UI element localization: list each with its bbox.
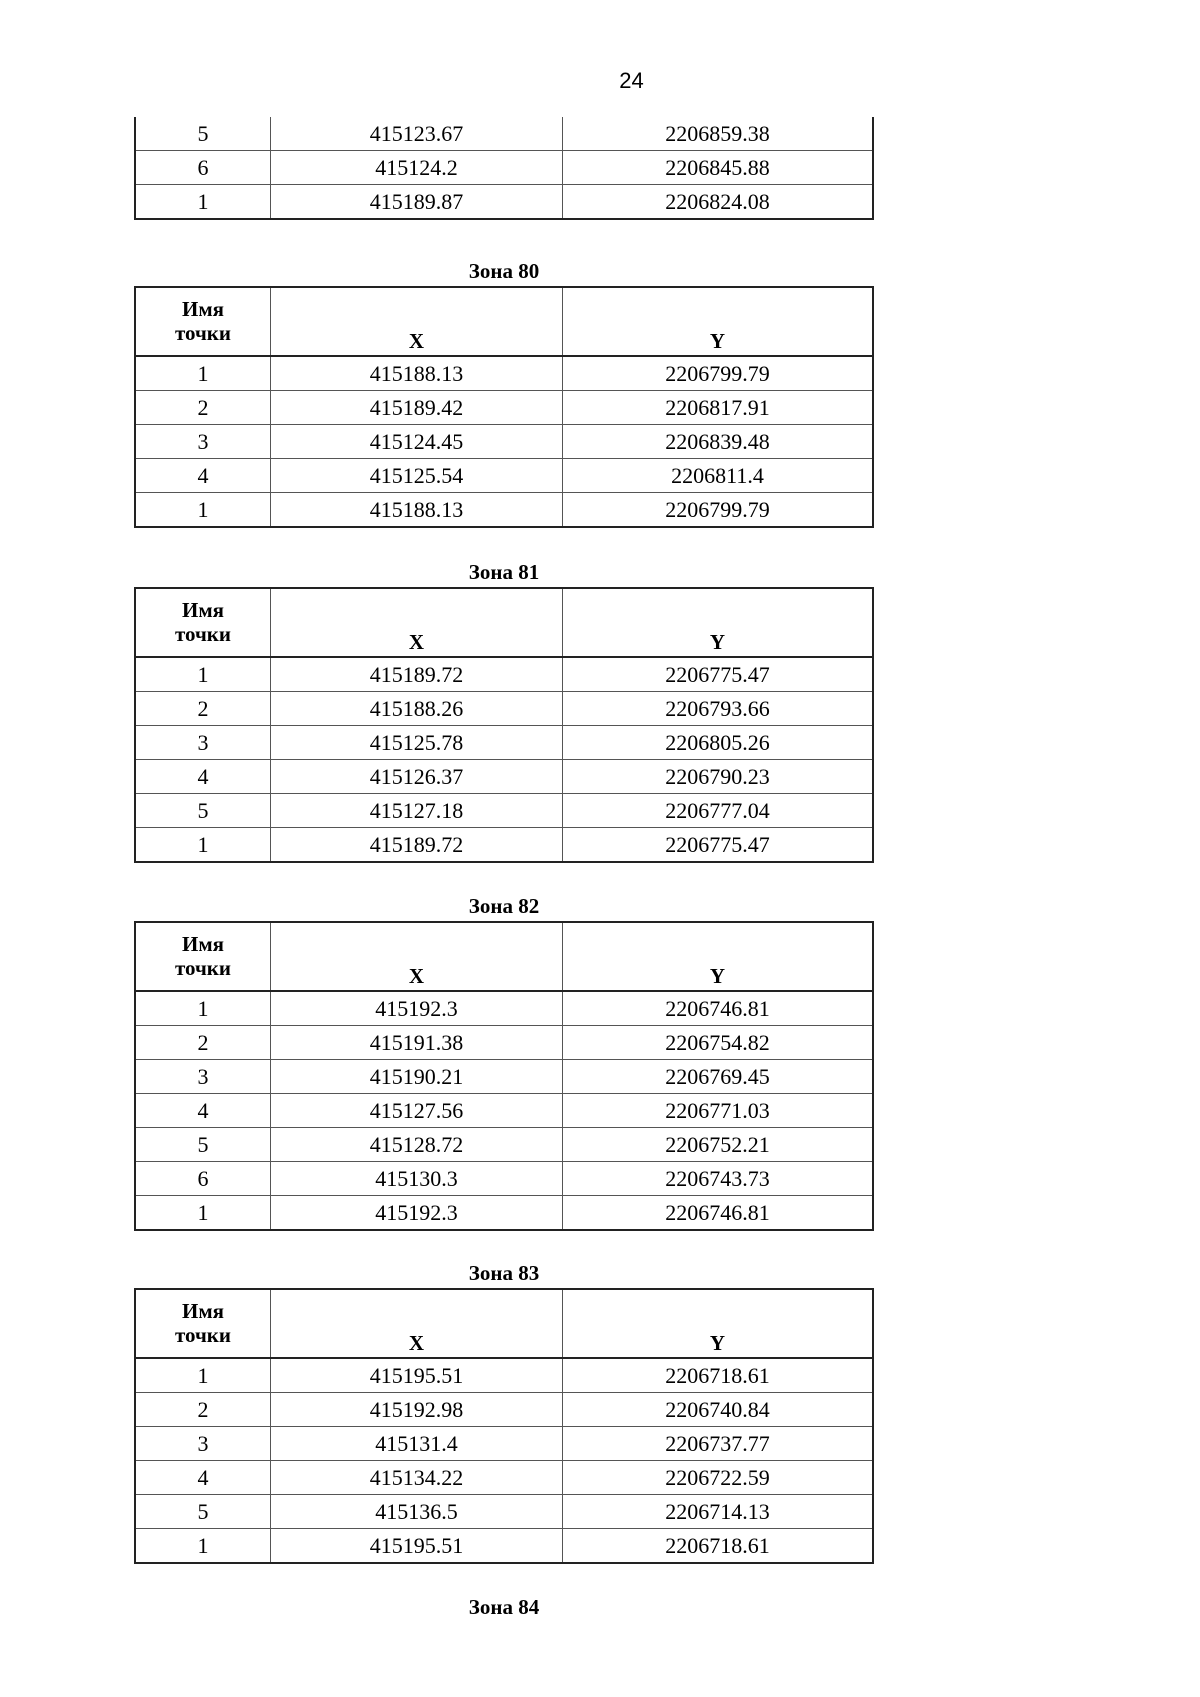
table-row [135,493,873,528]
column-header-x: X [271,1289,563,1358]
table-row [135,356,873,391]
table-row [135,1196,873,1231]
x-coordinate-cell: 415126.37 [271,760,563,794]
table-header-row [135,588,873,657]
table-row [135,692,873,726]
x-coordinate-cell: 415195.51 [271,1358,563,1393]
y-coordinate-cell: 2206737.77 [563,1427,874,1461]
y-coordinate-cell: 2206743.73 [563,1162,874,1196]
table-row [135,425,873,459]
point-name-cell: 1 [135,657,271,692]
column-header-point-name [135,1289,271,1358]
table-row [135,1393,873,1427]
table-row [135,459,873,493]
table-row [135,1094,873,1128]
point-name-cell: 1 [135,356,271,391]
x-coordinate-cell: 415195.51 [271,1529,563,1564]
table-row [135,1358,873,1393]
x-coordinate-cell: 415191.38 [271,1026,563,1060]
table-row [135,1128,873,1162]
zone-coordinates-table [134,921,874,1231]
x-coordinate-cell: 415127.18 [271,794,563,828]
x-coordinate-cell: 415192.98 [271,1393,563,1427]
point-name-cell: 3 [135,1427,271,1461]
x-coordinate-cell: 415125.78 [271,726,563,760]
x-coordinate-cell: 415128.72 [271,1128,563,1162]
header-label-line: точки [174,955,232,980]
zone-title: Зона 83 [468,1261,540,1285]
column-header-y: Y [563,922,874,991]
y-coordinate-cell: 2206845.88 [563,151,874,185]
point-name-cell: 4 [135,760,271,794]
table-row [135,1162,873,1196]
x-coordinate-cell: 415123.67 [271,117,563,151]
table-header-row [135,1289,873,1358]
point-name-cell: 5 [135,1495,271,1529]
point-name-cell: 1 [135,828,271,863]
x-coordinate-cell: 415189.72 [271,828,563,863]
column-header-point-name [135,287,271,356]
table-row [135,1026,873,1060]
point-name-cell: 5 [135,117,271,151]
point-name-cell: 1 [135,1196,271,1231]
x-coordinate-cell: 415190.21 [271,1060,563,1094]
point-name-cell: 6 [135,1162,271,1196]
header-label-line: Имя [182,296,224,321]
zone-coordinates-table [134,587,874,863]
table-row [135,794,873,828]
table-row [135,726,873,760]
point-name-cell: 2 [135,1026,271,1060]
y-coordinate-cell: 2206740.84 [563,1393,874,1427]
point-name-cell: 1 [135,991,271,1026]
point-name-cell: 4 [135,1094,271,1128]
table-row [135,117,873,151]
column-header-x: X [271,588,563,657]
table-row [135,1427,873,1461]
y-coordinate-cell: 2206805.26 [563,726,874,760]
point-name-cell: 2 [135,692,271,726]
x-coordinate-cell: 415189.87 [271,185,563,220]
x-coordinate-cell: 415125.54 [271,459,563,493]
x-coordinate-cell: 415131.4 [271,1427,563,1461]
y-coordinate-cell: 2206714.13 [563,1495,874,1529]
point-name-cell: 5 [135,1128,271,1162]
point-name-cell: 1 [135,185,271,220]
table-row [135,760,873,794]
point-name-cell: 3 [135,1060,271,1094]
y-coordinate-cell: 2206754.82 [563,1026,874,1060]
y-coordinate-cell: 2206746.81 [563,1196,874,1231]
y-coordinate-cell: 2206859.38 [563,117,874,151]
zone-title: Зона 80 [468,259,540,283]
table-row [135,1495,873,1529]
zone-coordinates-table [134,286,874,528]
header-label-line: Имя [182,931,224,956]
table-row [135,1060,873,1094]
table-row [135,828,873,863]
point-name-cell: 3 [135,425,271,459]
table-row [135,1461,873,1495]
table-row [135,657,873,692]
x-coordinate-cell: 415136.5 [271,1495,563,1529]
x-coordinate-cell: 415130.3 [271,1162,563,1196]
y-coordinate-cell: 2206839.48 [563,425,874,459]
y-coordinate-cell: 2206752.21 [563,1128,874,1162]
y-coordinate-cell: 2206718.61 [563,1358,874,1393]
x-coordinate-cell: 415134.22 [271,1461,563,1495]
zone-title: Зона 81 [468,560,540,584]
y-coordinate-cell: 2206718.61 [563,1529,874,1564]
point-name-cell: 3 [135,726,271,760]
point-name-cell: 5 [135,794,271,828]
y-coordinate-cell: 2206799.79 [563,493,874,528]
x-coordinate-cell: 415188.26 [271,692,563,726]
column-header-y: Y [563,1289,874,1358]
table-header-row [135,287,873,356]
header-label-line: Имя [182,597,224,622]
y-coordinate-cell: 2206722.59 [563,1461,874,1495]
page-number: 24 [619,68,644,93]
x-coordinate-cell: 415192.3 [271,1196,563,1231]
zone-coordinates-table [134,1288,874,1564]
x-coordinate-cell: 415188.13 [271,493,563,528]
x-coordinate-cell: 415188.13 [271,356,563,391]
header-label-line: точки [174,1322,232,1347]
y-coordinate-cell: 2206769.45 [563,1060,874,1094]
x-coordinate-cell: 415124.45 [271,425,563,459]
column-header-x: X [271,287,563,356]
table-row [135,1529,873,1564]
point-name-cell: 6 [135,151,271,185]
column-header-x: X [271,922,563,991]
point-name-cell: 2 [135,1393,271,1427]
y-coordinate-cell: 2206811.4 [563,459,874,493]
table-header-row [135,922,873,991]
header-label-line: точки [174,320,232,345]
point-name-cell: 2 [135,391,271,425]
column-header-y: Y [563,588,874,657]
x-coordinate-cell: 415124.2 [271,151,563,185]
point-name-cell: 4 [135,459,271,493]
continued-coordinates-table [134,117,874,220]
y-coordinate-cell: 2206793.66 [563,692,874,726]
y-coordinate-cell: 2206746.81 [563,991,874,1026]
table-row [135,391,873,425]
column-header-y: Y [563,287,874,356]
table-row [135,185,873,220]
point-name-cell: 1 [135,1358,271,1393]
table-row [135,151,873,185]
y-coordinate-cell: 2206817.91 [563,391,874,425]
y-coordinate-cell: 2206775.47 [563,657,874,692]
y-coordinate-cell: 2206775.47 [563,828,874,863]
column-header-point-name [135,922,271,991]
x-coordinate-cell: 415189.42 [271,391,563,425]
header-label-line: точки [174,621,232,646]
y-coordinate-cell: 2206777.04 [563,794,874,828]
point-name-cell: 1 [135,1529,271,1564]
x-coordinate-cell: 415127.56 [271,1094,563,1128]
y-coordinate-cell: 2206771.03 [563,1094,874,1128]
column-header-point-name [135,588,271,657]
point-name-cell: 1 [135,493,271,528]
table-row [135,991,873,1026]
x-coordinate-cell: 415189.72 [271,657,563,692]
header-label-line: Имя [182,1298,224,1323]
point-name-cell: 4 [135,1461,271,1495]
y-coordinate-cell: 2206790.23 [563,760,874,794]
y-coordinate-cell: 2206824.08 [563,185,874,220]
zone-title: Зона 82 [468,894,540,918]
x-coordinate-cell: 415192.3 [271,991,563,1026]
zone-title: Зона 84 [468,1595,540,1619]
y-coordinate-cell: 2206799.79 [563,356,874,391]
